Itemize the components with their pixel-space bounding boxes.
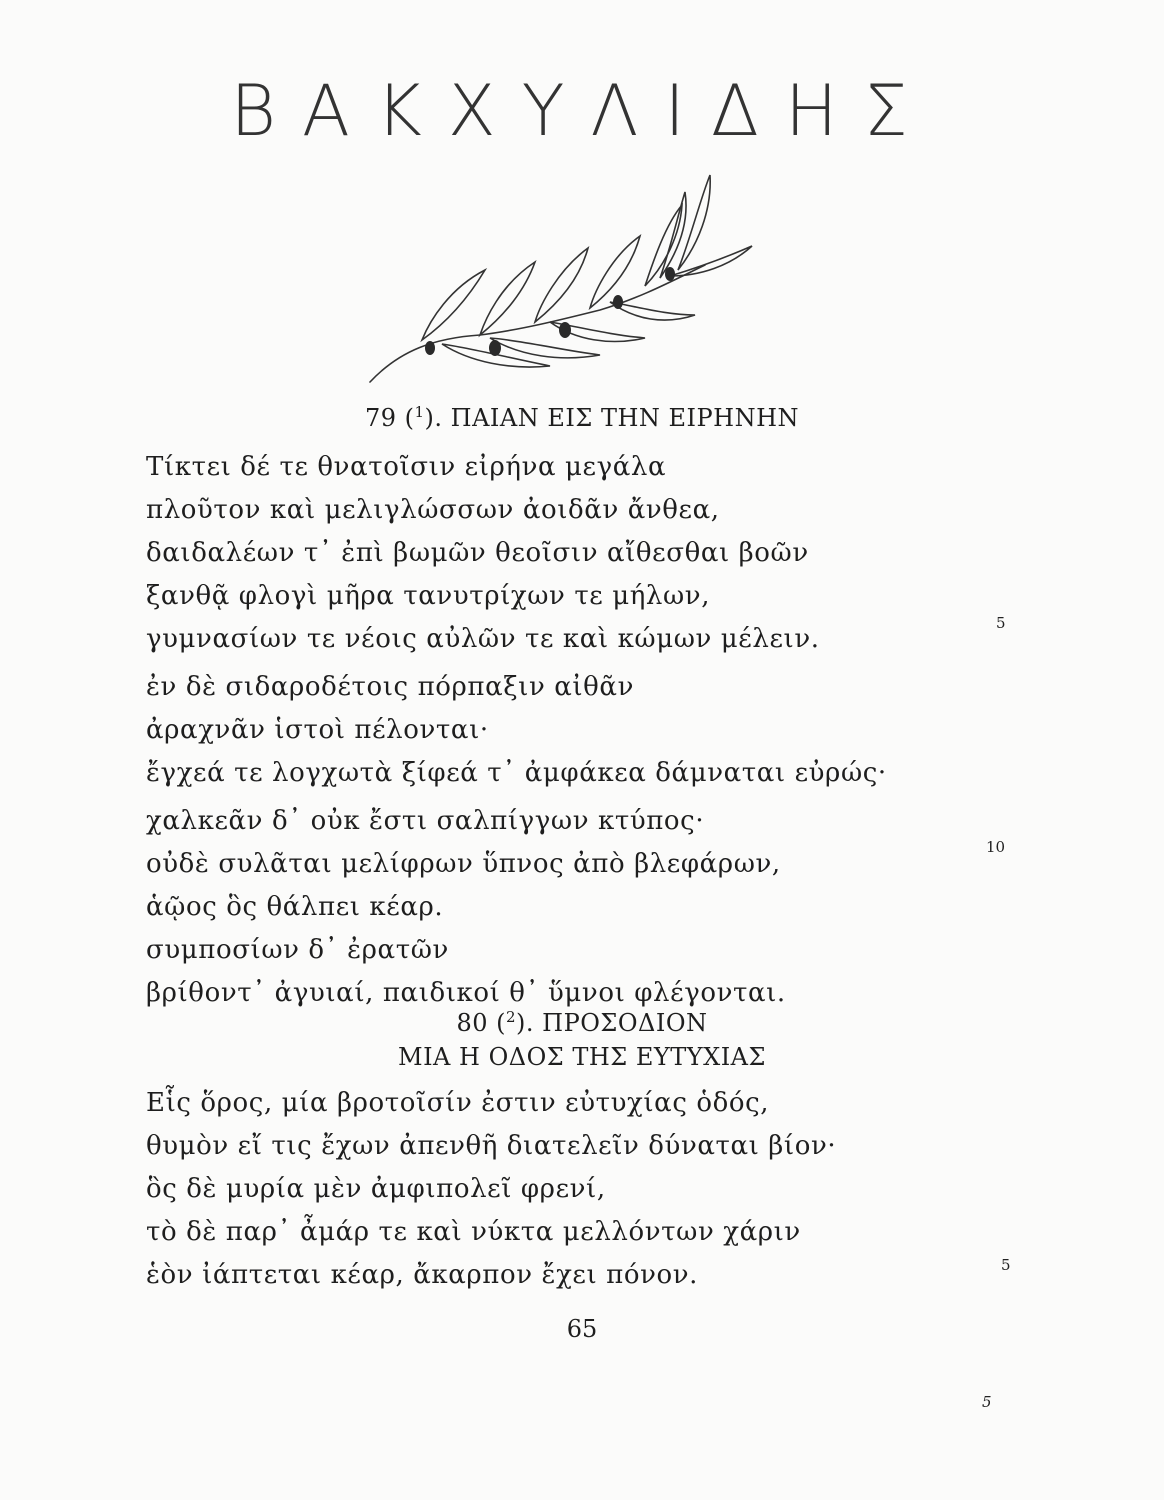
verse-line: τὸ δὲ παρ᾽ ἆμάρ τε καὶ νύκτα μελλόντων χάριν (146, 1217, 801, 1247)
poem-79-number: 79 ( (364, 404, 415, 432)
verse-line: οὐδὲ συλᾶται μελίφρων ὕπνος ἀπὸ βλεφάρων, (146, 849, 781, 879)
verse-line: ὃς δὲ μυρία μὲν ἀμφιπολεῖ φρενί, (146, 1174, 606, 1204)
poem-80-title (0, 1008, 1164, 1037)
poem-80-subtitle: ΜΙΑ Η ΟΔΟΣ ΤΗΣ ΕΥΤΥΧΙΑΣ (398, 1043, 766, 1071)
line-number: 5 (996, 614, 1006, 632)
olive-branch-icon (360, 170, 760, 395)
poem-79-footnote-ref: 1 (414, 403, 425, 421)
verse-line: πλοῦτον καὶ μελιγλώσσων ἀοιδᾶν ἄνθεα, (146, 495, 720, 525)
page-header-title: ΒΑΚΧΥΛΙΔΗΣ (230, 70, 934, 152)
verse-line: συμποσίων δ᾽ ἐρατῶν (146, 935, 449, 965)
verse-line: χαλκεᾶν δ᾽ οὐκ ἔστι σαλπίγγων κτύπος· (146, 806, 705, 836)
verse-line: ἁῷος ὃς θάλπει κέαρ. (146, 892, 444, 922)
verse-line: Τίκτει δέ τε θνατοῖσιν εἰρήνα μεγάλα (146, 452, 667, 482)
poem-80-heading: ). ΠΡΟΣΟΔΙΟΝ (516, 1009, 708, 1037)
verse-line: ἑὸν ἰάπτεται κέαρ, ἄκαρπον ἔχει πόνον. (146, 1260, 699, 1290)
poem-80-footnote-ref: 2 (505, 1008, 517, 1026)
verse-line: βρίθοντ᾽ ἀγυιαί, παιδικοί θ᾽ ὕμνοι φλέγονται. (146, 978, 786, 1008)
margin-number: 5 (982, 1393, 992, 1411)
verse-line: θυμὸν εἴ τις ἔχων ἀπενθῆ διατελεῖν δύναται βίον· (146, 1131, 837, 1161)
verse-line: ἔγχεά τε λογχωτὰ ξίφεά τ᾽ ἀμφάκεα δάμναται εὐρώς· (146, 758, 887, 788)
page-number: 65 (566, 1315, 598, 1343)
line-number: 10 (986, 838, 1006, 856)
verse-line: ἀραχνᾶν ἱστοὶ πέλονται· (146, 715, 489, 745)
poem-80-number: 80 ( (456, 1009, 506, 1037)
verse-line: ἐν δὲ σιδαροδέτοις πόρπαξιν αἰθᾶν (146, 672, 634, 702)
verse-line: δαιδαλέων τ᾽ ἐπὶ βωμῶν θεοῖσιν αἴθεσθαι βοῶν (146, 538, 809, 568)
poem-79-heading: ). ΠΑΙΑΝ ΕΙΣ ΤΗΝ ΕΙΡΗΝΗΝ (424, 404, 800, 432)
verse-line: Εἷς ὅρος, μία βροτοῖσίν ἐστιν εὐτυχίας ὁδός, (146, 1088, 770, 1118)
verse-line: γυμνασίων τε νέοις αὐλῶν τε καὶ κώμων μέλειν. (146, 624, 820, 654)
poem-79-title (0, 403, 1164, 432)
verse-line: ξανθᾷ φλογὶ μῆρα τανυτρίχων τε μήλων, (146, 581, 711, 611)
line-number: 5 (1001, 1256, 1011, 1274)
